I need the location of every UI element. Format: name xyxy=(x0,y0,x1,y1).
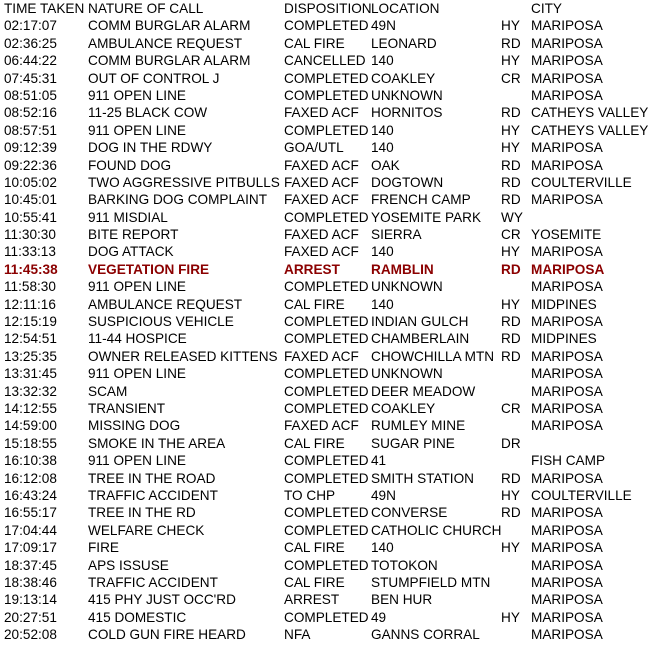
cell-street-suffix: HY xyxy=(501,296,520,312)
cell-time: 08:51:05 xyxy=(4,87,57,103)
cell-nature: MISSING DOG xyxy=(88,418,181,434)
cell-disposition: FAXED ACF xyxy=(284,348,359,364)
cell-time: 11:30:30 xyxy=(4,227,56,243)
cell-location: SIERRA xyxy=(371,227,422,243)
cell-disposition: COMPLETED xyxy=(284,209,369,225)
cell-time: 16:55:17 xyxy=(4,505,57,521)
table-row xyxy=(0,157,653,174)
cell-nature: TRAFFIC ACCIDENT xyxy=(88,574,218,590)
table-row xyxy=(0,35,653,52)
cell-disposition: FAXED ACF xyxy=(284,244,359,260)
cell-nature: SMOKE IN THE AREA xyxy=(88,435,226,451)
cell-location: STUMPFIELD MTN xyxy=(371,574,491,590)
cell-disposition: COMPLETED xyxy=(284,70,369,86)
cell-disposition: COMPLETED xyxy=(284,557,369,573)
cell-location: TOTOKON xyxy=(371,557,438,573)
table-row xyxy=(0,209,653,226)
cell-nature: 11-25 BLACK COW xyxy=(88,105,208,121)
table-row xyxy=(0,17,653,34)
cell-disposition: FAXED ACF xyxy=(284,174,359,190)
cell-location: COAKLEY xyxy=(371,70,436,86)
cell-street-suffix: CR xyxy=(501,70,521,86)
cell-street-suffix: WY xyxy=(501,209,523,225)
cell-city: MARIPOSA xyxy=(531,87,603,103)
cell-nature: TREE IN THE RD xyxy=(88,505,196,521)
cell-city: MARIPOSA xyxy=(531,244,603,260)
cell-location: UNKNOWN xyxy=(371,279,443,295)
cell-nature: AMBULANCE REQUEST xyxy=(88,296,243,312)
cell-street-suffix: RD xyxy=(501,35,521,51)
cell-street-suffix: HY xyxy=(501,18,520,34)
cell-time: 17:04:44 xyxy=(4,522,57,538)
header-nature-of-call: NATURE OF CALL xyxy=(88,1,204,16)
cell-city: MARIPOSA xyxy=(531,383,603,399)
cell-disposition: ARREST xyxy=(284,261,340,277)
cell-disposition: COMPLETED xyxy=(284,470,369,486)
cell-city: YOSEMITE xyxy=(531,227,602,243)
table-row xyxy=(0,139,653,156)
cell-city: MARIPOSA xyxy=(531,400,603,416)
cell-street-suffix: RD xyxy=(501,331,521,347)
cell-nature: COMM BURGLAR ALARM xyxy=(88,53,251,69)
cell-disposition: COMPLETED xyxy=(284,505,369,521)
cell-city: MIDPINES xyxy=(531,296,597,312)
cell-location: 140 xyxy=(371,296,394,312)
cell-location: 41 xyxy=(371,453,387,469)
cell-disposition: GOA/UTL xyxy=(284,140,344,156)
cell-disposition: CAL FIRE xyxy=(284,540,345,556)
cell-city: MARIPOSA xyxy=(531,35,603,51)
cell-street-suffix: RD xyxy=(501,192,521,208)
table-row xyxy=(0,383,653,400)
cell-time: 11:33:13 xyxy=(4,244,56,260)
cell-disposition: FAXED ACF xyxy=(284,192,359,208)
cell-nature: AMBULANCE REQUEST xyxy=(88,35,243,51)
cell-time: 16:12:08 xyxy=(4,470,57,486)
cell-time: 10:05:02 xyxy=(4,174,57,190)
cell-time: 09:22:36 xyxy=(4,157,57,173)
cell-location: RAMBLIN xyxy=(371,261,434,277)
cell-location: DEER MEADOW xyxy=(371,383,476,399)
cell-city: COULTERVILLE xyxy=(531,487,632,503)
cell-city: MIDPINES xyxy=(531,331,597,347)
header-city: CITY xyxy=(531,1,562,16)
cell-nature: FIRE xyxy=(88,540,119,556)
cell-city: FISH CAMP xyxy=(531,453,606,469)
cell-time: 09:12:39 xyxy=(4,140,57,156)
cell-location: CHAMBERLAIN xyxy=(371,331,470,347)
cell-city: MARIPOSA xyxy=(531,505,603,521)
cell-location: 140 xyxy=(371,540,394,556)
cell-nature: OWNER RELEASED KITTENS xyxy=(88,348,278,364)
cell-street-suffix: DR xyxy=(501,435,521,451)
table-row xyxy=(0,539,653,556)
cell-city: MARIPOSA xyxy=(531,53,603,69)
cell-location: BEN HUR xyxy=(371,592,433,608)
cell-nature: TREE IN THE ROAD xyxy=(88,470,216,486)
cell-city: MARIPOSA xyxy=(531,70,603,86)
cell-city: MARIPOSA xyxy=(531,609,603,625)
cell-location: 140 xyxy=(371,244,394,260)
table-row xyxy=(0,296,653,313)
cell-location: CONVERSE xyxy=(371,505,448,521)
cell-nature: VEGETATION FIRE xyxy=(88,261,210,277)
cell-disposition: COMPLETED xyxy=(284,314,369,330)
table-row xyxy=(0,243,653,260)
cell-time: 02:36:25 xyxy=(4,35,57,51)
cell-nature: DOG IN THE RDWY xyxy=(88,140,213,156)
cell-nature: COLD GUN FIRE HEARD xyxy=(88,627,246,643)
cell-location: LEONARD xyxy=(371,35,437,51)
cell-time: 11:58:30 xyxy=(4,279,56,295)
cell-street-suffix: RD xyxy=(501,348,521,364)
cell-nature: SUSPICIOUS VEHICLE xyxy=(88,314,234,330)
cell-time: 13:31:45 xyxy=(4,366,57,382)
table-header xyxy=(0,0,653,17)
cell-disposition: COMPLETED xyxy=(284,609,369,625)
cell-street-suffix: HY xyxy=(501,540,520,556)
cell-nature: 415 PHY JUST OCC'RD xyxy=(88,592,236,608)
cell-city: MARIPOSA xyxy=(531,140,603,156)
cell-time: 11:45:38 xyxy=(4,261,58,277)
table-row xyxy=(0,226,653,243)
cell-disposition: TO CHP xyxy=(284,487,336,503)
cell-time: 18:38:46 xyxy=(4,574,57,590)
cell-nature: WELFARE CHECK xyxy=(88,522,205,538)
cell-nature: 911 OPEN LINE xyxy=(88,279,186,295)
cell-time: 10:45:01 xyxy=(4,192,57,208)
cell-nature: DOG ATTACK xyxy=(88,244,174,260)
cell-location: 49 xyxy=(371,609,387,625)
cell-time: 19:13:14 xyxy=(4,592,57,608)
cell-street-suffix: HY xyxy=(501,487,520,503)
cell-nature: 911 OPEN LINE xyxy=(88,366,186,382)
cell-city: MARIPOSA xyxy=(531,592,603,608)
cell-city: MARIPOSA xyxy=(531,192,603,208)
cell-time: 17:09:17 xyxy=(4,540,57,556)
cell-street-suffix: RD xyxy=(501,174,521,190)
cell-disposition: CANCELLED xyxy=(284,53,366,69)
table-row xyxy=(0,609,653,626)
cell-city: CATHEYS VALLEY xyxy=(531,105,649,121)
cell-city: MARIPOSA xyxy=(531,157,603,173)
cell-time: 07:45:31 xyxy=(4,70,57,86)
cell-location: COAKLEY xyxy=(371,400,436,416)
cell-street-suffix: RD xyxy=(501,505,521,521)
cell-disposition: COMPLETED xyxy=(284,383,369,399)
cell-time: 16:43:24 xyxy=(4,487,57,503)
table-row xyxy=(0,417,653,434)
table-row xyxy=(0,104,653,121)
header-disposition: DISPOSITION xyxy=(284,1,372,16)
cell-time: 18:37:45 xyxy=(4,557,57,573)
cell-disposition: FAXED ACF xyxy=(284,418,359,434)
cell-nature: 11-44 HOSPICE xyxy=(88,331,187,347)
cell-time: 15:18:55 xyxy=(4,435,57,451)
cell-disposition: ARREST xyxy=(284,592,340,608)
cell-nature: BARKING DOG COMPLAINT xyxy=(88,192,268,208)
cell-disposition: FAXED ACF xyxy=(284,227,359,243)
cell-city: MARIPOSA xyxy=(531,279,603,295)
table-row xyxy=(0,626,653,643)
cell-location: 140 xyxy=(371,140,394,156)
cell-location: UNKNOWN xyxy=(371,366,443,382)
cell-location: OAK xyxy=(371,157,400,173)
cell-location: HORNITOS xyxy=(371,105,443,121)
table-row xyxy=(0,487,653,504)
table-row xyxy=(0,87,653,104)
table-row xyxy=(0,174,653,191)
cell-disposition: COMPLETED xyxy=(284,331,369,347)
cell-city: MARIPOSA xyxy=(531,261,605,277)
cell-disposition: CAL FIRE xyxy=(284,435,345,451)
cell-disposition: COMPLETED xyxy=(284,18,369,34)
cell-disposition: COMPLETED xyxy=(284,453,369,469)
cell-location: 140 xyxy=(371,122,394,138)
cell-city: MARIPOSA xyxy=(531,470,603,486)
header-time-taken: TIME TAKEN xyxy=(4,1,85,16)
cell-time: 20:27:51 xyxy=(4,609,57,625)
cell-street-suffix: HY xyxy=(501,609,520,625)
cell-disposition: CAL FIRE xyxy=(284,574,345,590)
table-row xyxy=(0,52,653,69)
cell-city: MARIPOSA xyxy=(531,574,603,590)
cell-nature: 911 OPEN LINE xyxy=(88,453,186,469)
table-row xyxy=(0,400,653,417)
cell-time: 13:32:32 xyxy=(4,383,57,399)
table-row xyxy=(0,504,653,521)
cell-time: 12:15:19 xyxy=(4,314,57,330)
cell-disposition: FAXED ACF xyxy=(284,157,359,173)
cell-disposition: FAXED ACF xyxy=(284,105,359,121)
cell-location: SMITH STATION xyxy=(371,470,474,486)
table-row xyxy=(0,522,653,539)
cell-city: MARIPOSA xyxy=(531,348,603,364)
cell-street-suffix: CR xyxy=(501,400,521,416)
table-row xyxy=(0,574,653,591)
cell-location: 49N xyxy=(371,18,396,34)
cell-city: MARIPOSA xyxy=(531,18,603,34)
cell-street-suffix: RD xyxy=(501,261,521,277)
cell-nature: FOUND DOG xyxy=(88,157,172,173)
cell-time: 08:52:16 xyxy=(4,105,57,121)
cell-disposition: COMPLETED xyxy=(284,522,369,538)
cell-location: CATHOLIC CHURCH xyxy=(371,522,502,538)
cell-location: FRENCH CAMP xyxy=(371,192,471,208)
table-row xyxy=(0,452,653,469)
cell-location: CHOWCHILLA MTN xyxy=(371,348,495,364)
cell-location: UNKNOWN xyxy=(371,87,443,103)
cell-time: 14:12:55 xyxy=(4,400,57,416)
cell-location: YOSEMITE PARK xyxy=(371,209,482,225)
cell-time: 06:44:22 xyxy=(4,53,57,69)
cell-time: 02:17:07 xyxy=(4,18,57,34)
cell-city: MARIPOSA xyxy=(531,627,603,643)
cell-location: SUGAR PINE xyxy=(371,435,455,451)
cell-nature: TWO AGGRESSIVE PITBULLS xyxy=(88,174,280,190)
cell-disposition: COMPLETED xyxy=(284,87,369,103)
table-row xyxy=(0,557,653,574)
cell-disposition: CAL FIRE xyxy=(284,296,345,312)
table-row xyxy=(0,313,653,330)
cell-nature: BITE REPORT xyxy=(88,227,179,243)
table-row xyxy=(0,70,653,87)
table-row xyxy=(0,591,653,608)
table-row xyxy=(0,261,653,278)
cell-location: INDIAN GULCH xyxy=(371,314,469,330)
cell-nature: 911 MISDIAL xyxy=(88,209,168,225)
cell-street-suffix: HY xyxy=(501,53,520,69)
cell-disposition: COMPLETED xyxy=(284,122,369,138)
table-body xyxy=(0,17,653,643)
cell-street-suffix: HY xyxy=(501,140,520,156)
cell-time: 13:25:35 xyxy=(4,348,57,364)
cell-city: MARIPOSA xyxy=(531,314,603,330)
cell-location: DOGTOWN xyxy=(371,174,444,190)
cell-disposition: COMPLETED xyxy=(284,366,369,382)
cell-nature: APS ISSUSE xyxy=(88,557,169,573)
cell-street-suffix: HY xyxy=(501,244,520,260)
table-row xyxy=(0,435,653,452)
cell-street-suffix: RD xyxy=(501,157,521,173)
cell-city: MARIPOSA xyxy=(531,366,603,382)
cell-location: 49N xyxy=(371,487,396,503)
cell-location: 140 xyxy=(371,53,394,69)
cell-nature: 911 OPEN LINE xyxy=(88,122,186,138)
cell-time: 12:11:16 xyxy=(4,296,56,312)
cell-nature: TRAFFIC ACCIDENT xyxy=(88,487,218,503)
cell-disposition: NFA xyxy=(284,627,311,643)
cell-city: CATHEYS VALLEY xyxy=(531,122,649,138)
table-row xyxy=(0,278,653,295)
cell-disposition: COMPLETED xyxy=(284,279,369,295)
cell-street-suffix: CR xyxy=(501,227,521,243)
table-row xyxy=(0,122,653,139)
cell-nature: 911 OPEN LINE xyxy=(88,87,186,103)
cell-time: 20:52:08 xyxy=(4,627,57,643)
table-row xyxy=(0,330,653,347)
cell-nature: OUT OF CONTROL J xyxy=(88,70,220,86)
table-row xyxy=(0,191,653,208)
cell-street-suffix: HY xyxy=(501,122,520,138)
cell-disposition: CAL FIRE xyxy=(284,35,345,51)
cell-nature: 415 DOMESTIC xyxy=(88,609,187,625)
cell-nature: SCAM xyxy=(88,383,128,399)
table-row xyxy=(0,365,653,382)
cell-city: MARIPOSA xyxy=(531,418,603,434)
cell-city: MARIPOSA xyxy=(531,557,603,573)
cell-street-suffix: RD xyxy=(501,470,521,486)
cell-nature: TRANSIENT xyxy=(88,400,166,416)
cell-city: COULTERVILLE xyxy=(531,174,632,190)
cell-disposition: COMPLETED xyxy=(284,400,369,416)
cell-city: MARIPOSA xyxy=(531,522,603,538)
cell-time: 12:54:51 xyxy=(4,331,57,347)
cell-time: 16:10:38 xyxy=(4,453,57,469)
cell-street-suffix: RD xyxy=(501,105,521,121)
cell-nature: COMM BURGLAR ALARM xyxy=(88,18,251,34)
cell-location: RUMLEY MINE xyxy=(371,418,466,434)
cell-time: 14:59:00 xyxy=(4,418,57,434)
cell-city: MARIPOSA xyxy=(531,540,603,556)
cell-time: 08:57:51 xyxy=(4,122,57,138)
table-row xyxy=(0,348,653,365)
header-location: LOCATION xyxy=(371,1,440,16)
cell-time: 10:55:41 xyxy=(4,209,57,225)
cell-location: GANNS CORRAL xyxy=(371,627,480,643)
cell-street-suffix: RD xyxy=(501,314,521,330)
table-row xyxy=(0,470,653,487)
